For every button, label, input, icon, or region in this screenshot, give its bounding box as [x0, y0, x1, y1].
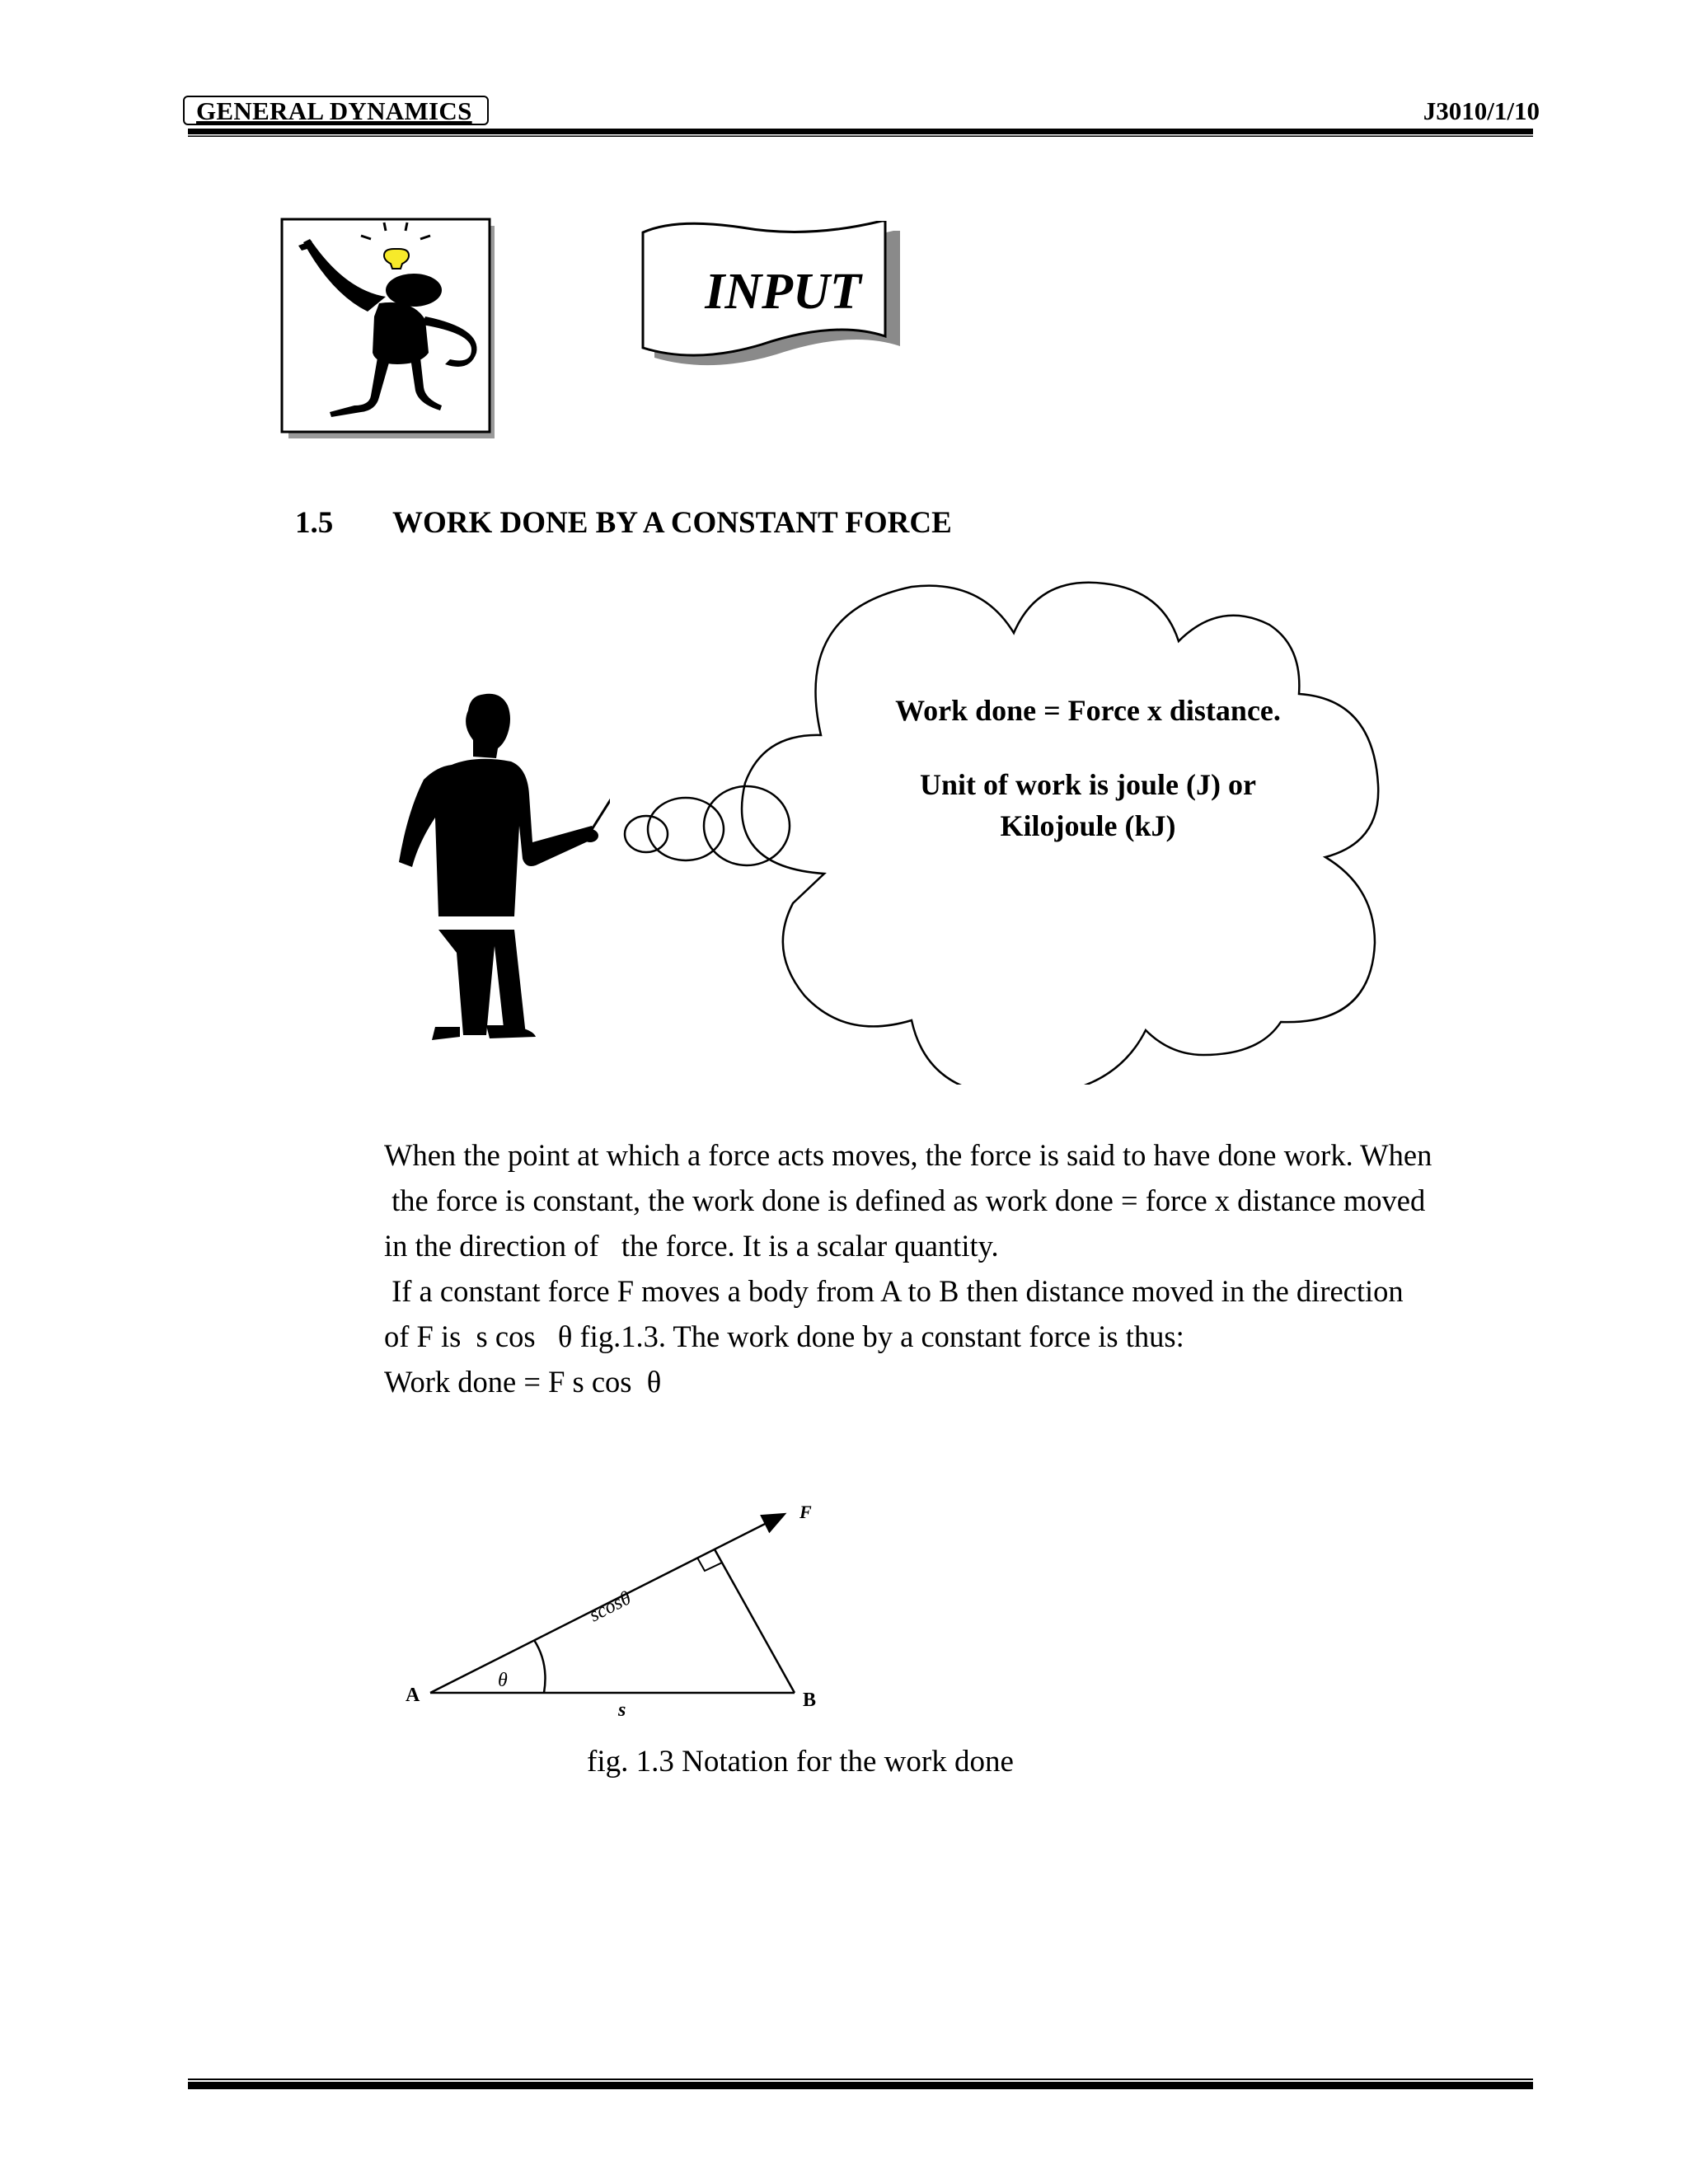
- paragraph-line: When the point at which a force acts moves, the force is said to have done work. When: [384, 1138, 1432, 1172]
- thinking-figure-icon: [280, 218, 498, 440]
- section-number: 1.5: [295, 506, 334, 540]
- paragraph-line: in the direction of the force. It is a scalar quantity.: [384, 1229, 999, 1263]
- bubble-unit-line2: Kilojoule (kJ): [1000, 809, 1176, 842]
- work-notation-diagram: [396, 1475, 857, 1722]
- footer-rule: [188, 2079, 1533, 2090]
- perpendicular-line: [715, 1549, 795, 1693]
- figure-caption: fig. 1.3 Notation for the work done: [587, 1745, 1014, 1779]
- bubble-work-definition: Work done = Force x distance.: [895, 694, 1281, 727]
- header-course-title: GENERAL DYNAMICS: [183, 96, 489, 125]
- header-rule: [188, 129, 1533, 137]
- paragraph-line: the force is constant, the work done is defined as work done = force x distance moved: [384, 1183, 1426, 1217]
- force-label: F: [799, 1502, 812, 1522]
- header-page-code: J3010/1/10: [1423, 96, 1540, 125]
- speaker-silhouette-icon: [363, 684, 610, 1047]
- body-paragraph: [384, 1132, 1538, 1404]
- bubble-unit-line1: Unit of work is joule (J) or: [920, 768, 1256, 801]
- point-b-label: B: [803, 1690, 817, 1711]
- distance-label: s: [618, 1699, 626, 1721]
- angle-arc: [534, 1640, 546, 1693]
- section-title: WORK DONE BY A CONSTANT FORCE: [392, 506, 952, 540]
- paragraph-line: If a constant force F moves a body from A to B then distance moved in the direction: [384, 1274, 1404, 1308]
- angle-label: θ: [498, 1670, 508, 1691]
- paragraph-line: Work done = F s cos θ: [384, 1365, 662, 1399]
- component-label: scosθ: [585, 1587, 635, 1627]
- point-a-label: A: [406, 1685, 420, 1706]
- input-banner-label: INPUT: [705, 264, 861, 320]
- paragraph-line: of F is s cos θ fig.1.3. The work done by a constant force is thus:: [384, 1319, 1184, 1353]
